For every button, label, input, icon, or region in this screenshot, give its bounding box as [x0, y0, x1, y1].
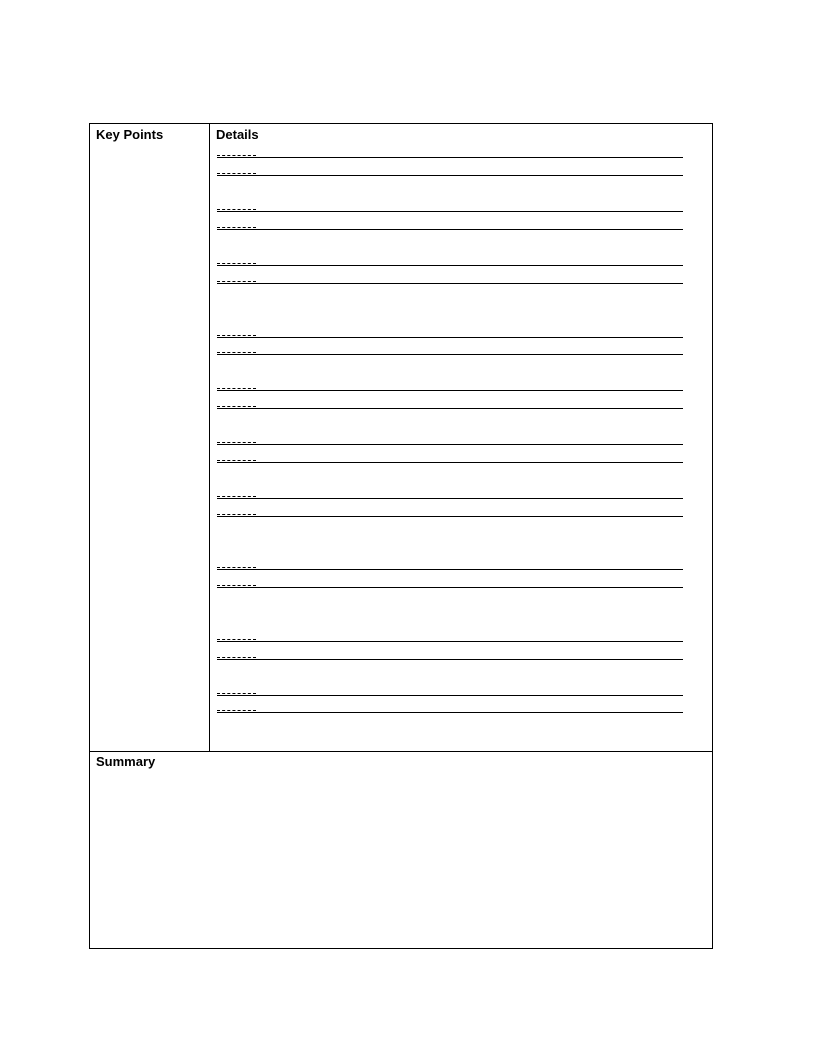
detail-line-stub	[217, 388, 256, 389]
detail-line-stub	[217, 352, 256, 353]
detail-line[interactable]	[217, 569, 683, 570]
detail-line[interactable]	[217, 265, 683, 266]
detail-line-stub	[217, 155, 256, 156]
detail-line[interactable]	[217, 408, 683, 409]
detail-line[interactable]	[217, 337, 683, 338]
detail-line[interactable]	[217, 516, 683, 517]
detail-line[interactable]	[217, 175, 683, 176]
detail-line-stub	[217, 567, 256, 568]
key-points-heading: Key Points	[96, 127, 164, 142]
detail-line-stub	[217, 639, 256, 640]
detail-line[interactable]	[217, 283, 683, 284]
detail-line[interactable]	[217, 157, 683, 158]
detail-line-stub	[217, 173, 256, 174]
detail-line[interactable]	[217, 211, 683, 212]
detail-line-stub	[217, 209, 256, 210]
detail-line[interactable]	[217, 712, 683, 713]
details-heading: Details	[216, 127, 259, 142]
summary-area[interactable]	[90, 752, 712, 948]
detail-line-stub	[217, 496, 256, 497]
detail-line[interactable]	[217, 229, 683, 230]
detail-line-stub	[217, 406, 256, 407]
key-points-column[interactable]	[90, 124, 210, 751]
detail-line-stub	[217, 281, 256, 282]
detail-line[interactable]	[217, 462, 683, 463]
detail-line[interactable]	[217, 659, 683, 660]
detail-line[interactable]	[217, 390, 683, 391]
detail-line-stub	[217, 460, 256, 461]
cornell-notes-frame	[89, 123, 713, 949]
detail-line[interactable]	[217, 587, 683, 588]
summary-heading: Summary	[96, 754, 156, 769]
detail-line-stub	[217, 335, 256, 336]
detail-line[interactable]	[217, 641, 683, 642]
detail-line-stub	[217, 693, 256, 694]
detail-line[interactable]	[217, 444, 683, 445]
detail-line-stub	[217, 514, 256, 515]
detail-line[interactable]	[217, 354, 683, 355]
detail-line-stub	[217, 442, 256, 443]
detail-line-stub	[217, 263, 256, 264]
detail-line[interactable]	[217, 498, 683, 499]
notes-section	[90, 124, 712, 752]
detail-line-stub	[217, 227, 256, 228]
detail-line-stub	[217, 657, 256, 658]
detail-line[interactable]	[217, 695, 683, 696]
detail-line-stub	[217, 585, 256, 586]
detail-line-stub	[217, 710, 256, 711]
